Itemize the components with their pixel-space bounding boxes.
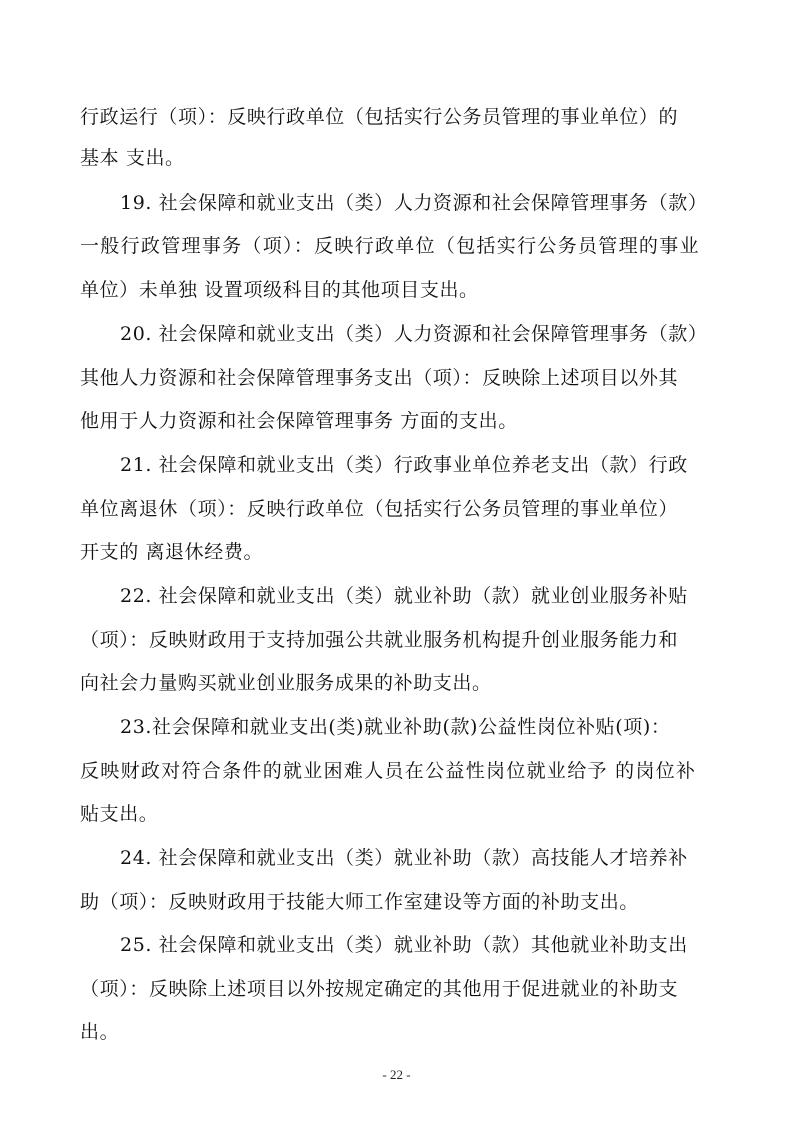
text-line: 他用于人力资源和社会保障管理事务 方面的支出。 <box>80 410 518 432</box>
page-number: - 22 - <box>382 1067 411 1082</box>
paragraph-20-line-1: 20. 社会保障和就业支出（类）人力资源和社会保障管理事务（款） <box>120 323 708 345</box>
paragraph-21-line-1: 21. 社会保障和就业支出（类）行政事业单位养老支出（款）行政 <box>120 454 688 476</box>
paragraph-25-line-1: 25. 社会保障和就业支出（类）就业补助（款）其他就业补助支出 <box>120 934 688 956</box>
text-line: 单位离退休（项）：反映行政单位（包括实行公务员管理的事业单位） <box>80 498 679 520</box>
text-line: 开支的 离退休经费。 <box>80 541 264 563</box>
paragraph-22-line-1: 22. 社会保障和就业支出（类）就业补助（款）就业创业服务补贴 <box>120 585 688 607</box>
text-line: 向社会力量购买就业创业服务成果的补助支出。 <box>80 672 492 694</box>
text-line: 反映财政对符合条件的就业困难人员在公益性岗位就业给予 的岗位补 <box>80 760 697 782</box>
paragraph-19-line-1: 19. 社会保障和就业支出（类）人力资源和社会保障管理事务（款） <box>120 192 708 214</box>
text-line: （项）：反映除上述项目以外按规定确定的其他用于促进就业的补助支 <box>80 978 679 1000</box>
text-line: 贴支出。 <box>80 803 159 825</box>
text-line: 其他人力资源和社会保障管理事务支出（项）：反映除上述项目以外其 <box>80 367 679 389</box>
paragraph-23-line-1: 23.社会保障和就业支出(类)就业补助(款)公益性岗位补贴(项)： <box>120 716 671 738</box>
text-line: 基本 支出。 <box>80 147 185 169</box>
text-line: （项）：反映财政用于支持加强公共就业服务机构提升创业服务能力和 <box>80 629 679 651</box>
text-line: 一般行政管理事务（项）：反映行政单位（包括实行公务员管理的事业 <box>80 235 700 257</box>
text-line: 助（项）：反映财政用于技能大师工作室建设等方面的补助支出。 <box>80 891 639 913</box>
text-line: 单位）未单独 设置项级科目的其他项目支出。 <box>80 279 479 301</box>
text-line: 行政运行（项）：反映行政单位（包括实行公务员管理的事业单位）的 <box>80 106 679 128</box>
text-line: 出。 <box>80 1021 120 1043</box>
paragraph-24-line-1: 24. 社会保障和就业支出（类）就业补助（款）高技能人才培养补 <box>120 847 688 869</box>
